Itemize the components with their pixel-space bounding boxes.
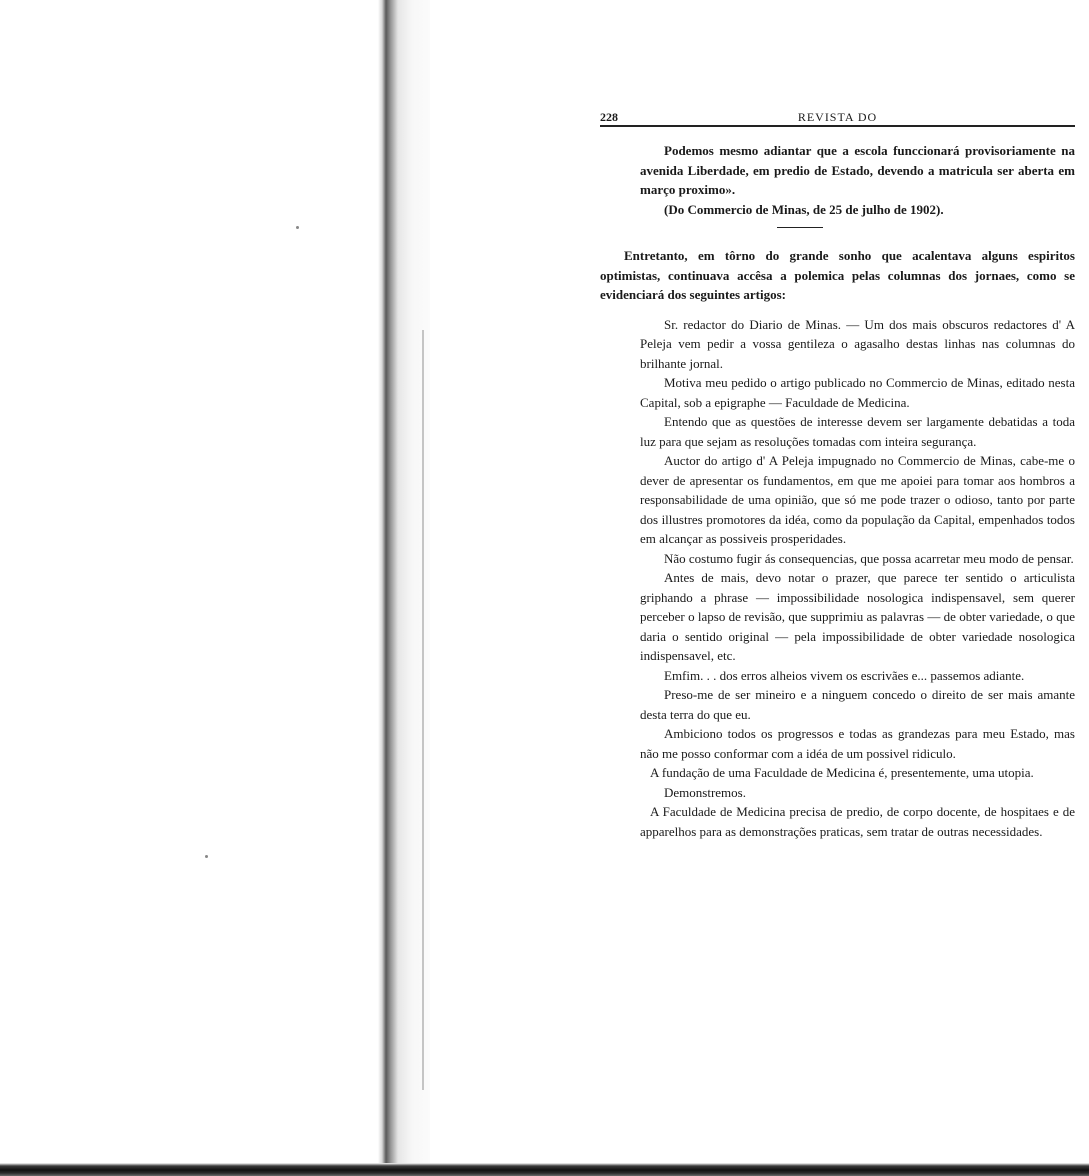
speck <box>205 855 208 858</box>
article-paragraph: Preso-me de ser mineiro e a ninguem concedo o direito de ser mais amante desta terra do que eu. <box>640 687 1075 722</box>
article-paragraph: Demonstremos. <box>664 784 746 800</box>
quote-paragraph: Podemos mesmo adiantar que a escola funccionará provisoriamente na avenida Liberdade, em predio de Estado, devendo a matricula ser aberta em março proximo». <box>640 143 1075 197</box>
letter-article <box>600 315 1075 842</box>
speck <box>296 226 299 229</box>
article-paragraph: Antes de mais, devo notar o prazer, que parece ter sentido o articulista griphando a phrase — impossibilidade nosologica indispensavel, sem querer perceber o lapso de revisão, que supprimiu as palavras — de obter variedade, o que daria o sentido original — pela impossibilidade de obter variedade nosologica indispensavel, etc. <box>640 570 1075 663</box>
article-paragraph: Entendo que as questões de interesse devem ser largamente debatidas a toda luz para que sejam as resoluções tomadas com inteira segurança. <box>640 414 1075 449</box>
article-paragraph: A Faculdade de Medicina precisa de predio, de corpo docente, de hospitaes e de apparelhos para as demonstrações praticas, sem tratar de outras necessidades. <box>640 804 1075 839</box>
article-paragraph: Ambiciono todos os progressos e todas as grandezas para meu Estado, mas não me posso conformar com a idéa de um possivel ridiculo. <box>640 726 1075 761</box>
book-page <box>600 108 1075 841</box>
page-bottom-edge <box>0 1163 1089 1176</box>
page-header <box>600 108 1075 127</box>
running-title: REVISTA DO <box>797 110 878 124</box>
page-number: 228 <box>600 110 618 124</box>
article-paragraph: Emfim. . . dos erros alheios vivem os escrivães e... passemos adiante. <box>664 667 1025 683</box>
article-paragraph: Sr. redactor do Diario de Minas. — Um dos mais obscuros redactores d' A Peleja vem pedir a vossa gentileza o agasalho destas linhas nas columnas do brilhante jornal. <box>640 316 1075 371</box>
article-paragraph: A fundação de uma Faculdade de Medicina é, presentemente, uma utopia. <box>650 765 1034 780</box>
article-paragraph: Não costumo fugir ás consequencias, que possa acarretar meu modo de pensar. <box>664 550 1074 566</box>
intro-paragraph: Entretanto, em tôrno do grande sonho que acalentava alguns espiritos optimistas, continuava accêsa a polemica pelas columnas dos jornaes, como se evidenciará dos seguintes artigos: <box>600 248 1075 302</box>
quoted-passage <box>600 141 1075 219</box>
quote-source: (Do Commercio de Minas, de 25 de julho de 1902). <box>664 201 944 217</box>
article-paragraph: Motiva meu pedido o artigo publicado no Commercio de Minas, editado nesta Capital, sob a epigraphe — Faculdade de Medicina. <box>640 375 1075 410</box>
section-divider <box>777 227 823 228</box>
article-paragraph: Auctor do artigo d' A Peleja impugnado no Commercio de Minas, cabe-me o dever de apresentar os fundamentos, em que me apoiei para tomar aos hombros a responsabilidade de uma opinião, que só me pode trazer o odioso, tanto por parte dos illustres promotores da idéa, como da população da Capital, empenhados todos em alcançar as possiveis prosperidades. <box>640 453 1075 546</box>
gutter-line <box>422 330 424 1090</box>
